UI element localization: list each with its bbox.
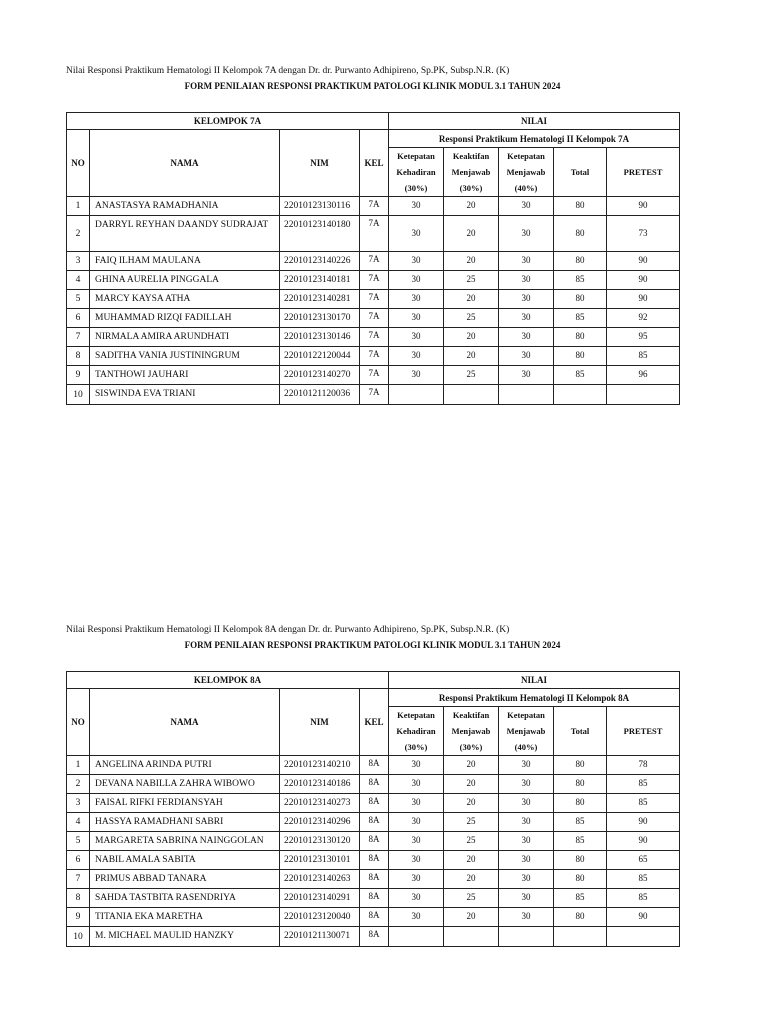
cell-total: 85 <box>554 271 607 290</box>
col-header-no: NO <box>67 689 90 756</box>
cell-no: 8 <box>67 889 90 908</box>
table-row <box>67 851 680 870</box>
cell-kel: 7A <box>360 271 389 290</box>
cell-no: 7 <box>67 328 90 347</box>
cell-kehadiran: 30 <box>389 889 444 908</box>
table-row <box>67 290 680 309</box>
cell-nim: 22010123130170 <box>280 309 360 328</box>
cell-kehadiran: 30 <box>389 794 444 813</box>
cell-kehadiran: 30 <box>389 775 444 794</box>
form-title: FORM PENILAIAN RESPONSI PRAKTIKUM PATOLOGI KLINIK MODUL 3.1 TAHUN 2024 <box>184 640 561 650</box>
cell-nama: HASSYA RAMADHANI SABRI <box>90 813 280 832</box>
cell-keaktifan: 20 <box>444 328 499 347</box>
responsi-header: Responsi Praktikum Hematologi II Kelompok 7A <box>389 130 680 148</box>
cell-keaktifan: 25 <box>444 889 499 908</box>
cell-keaktifan: 20 <box>444 908 499 927</box>
cell-kel: 7A <box>360 197 389 216</box>
cell-pretest: 90 <box>607 813 680 832</box>
cell-kehadiran: 30 <box>389 366 444 385</box>
section-kelompok-7a <box>66 64 679 405</box>
cell-nama: ANGELINA ARINDA PUTRI <box>90 756 280 775</box>
section-subtitle: Nilai Responsi Praktikum Hematologi II Kelompok 8A dengan Dr. dr. Purwanto Adhipireno, Sp.PK, Subsp.N.R. (K) <box>66 625 510 635</box>
cell-nim: 22010123140270 <box>280 366 360 385</box>
cell-kel: 8A <box>360 851 389 870</box>
cell-nim: 22010123140273 <box>280 794 360 813</box>
cell-nama: FAIQ ILHAM MAULANA <box>90 252 280 271</box>
cell-pretest: 90 <box>607 908 680 927</box>
section-subtitle: Nilai Responsi Praktikum Hematologi II Kelompok 7A dengan Dr. dr. Purwanto Adhipireno, Sp.PK, Subsp.N.R. (K) <box>66 66 510 76</box>
cell-total: 80 <box>554 908 607 927</box>
cell-keaktifan: 20 <box>444 252 499 271</box>
cell-total <box>554 927 607 947</box>
table-row <box>67 870 680 889</box>
cell-ketepatan-menjawab: 30 <box>499 794 554 813</box>
cell-kehadiran: 30 <box>389 908 444 927</box>
cell-total: 80 <box>554 252 607 271</box>
cell-total: 80 <box>554 794 607 813</box>
cell-kel: 8A <box>360 927 389 947</box>
cell-no: 2 <box>67 216 90 252</box>
cell-ketepatan-menjawab: 30 <box>499 775 554 794</box>
cell-nama: FAISAL RIFKI FERDIANSYAH <box>90 794 280 813</box>
cell-kel: 7A <box>360 385 389 405</box>
cell-ketepatan-menjawab: 30 <box>499 851 554 870</box>
table-row <box>67 889 680 908</box>
cell-kehadiran: 30 <box>389 328 444 347</box>
cell-keaktifan: 25 <box>444 813 499 832</box>
cell-nim: 22010123140291 <box>280 889 360 908</box>
table-row <box>67 309 680 328</box>
cell-no: 8 <box>67 347 90 366</box>
cell-total: 80 <box>554 197 607 216</box>
grades-table <box>66 671 680 947</box>
cell-nama: DARRYL REYHAN DAANDY SUDRAJAT <box>90 216 280 252</box>
cell-nim: 22010121130071 <box>280 927 360 947</box>
cell-ketepatan-menjawab: 30 <box>499 908 554 927</box>
cell-nama: GHINA AURELIA PINGGALA <box>90 271 280 290</box>
table-row <box>67 271 680 290</box>
cell-ketepatan-menjawab <box>499 927 554 947</box>
cell-nama: PRIMUS ABBAD TANARA <box>90 870 280 889</box>
cell-total: 80 <box>554 216 607 252</box>
cell-pretest: 65 <box>607 851 680 870</box>
group-header: KELOMPOK 7A <box>67 113 389 130</box>
cell-pretest: 85 <box>607 794 680 813</box>
cell-keaktifan: 25 <box>444 366 499 385</box>
cell-kehadiran: 30 <box>389 832 444 851</box>
table-row <box>67 927 680 947</box>
col-header-kel: KEL <box>360 689 389 756</box>
col-header-keaktifan: Keaktifan Menjawab (30%) <box>444 707 499 756</box>
cell-ketepatan-menjawab: 30 <box>499 870 554 889</box>
cell-keaktifan: 25 <box>444 832 499 851</box>
cell-keaktifan <box>444 385 499 405</box>
cell-nim: 22010123140281 <box>280 290 360 309</box>
cell-keaktifan: 20 <box>444 794 499 813</box>
cell-ketepatan-menjawab: 30 <box>499 832 554 851</box>
cell-nama: M. MICHAEL MAULID HANZKY <box>90 927 280 947</box>
col-header-nama: NAMA <box>90 689 280 756</box>
cell-ketepatan-menjawab: 30 <box>499 889 554 908</box>
cell-pretest: 95 <box>607 328 680 347</box>
cell-pretest: 85 <box>607 889 680 908</box>
cell-kel: 8A <box>360 908 389 927</box>
cell-no: 9 <box>67 908 90 927</box>
grades-body <box>67 756 680 947</box>
cell-total: 80 <box>554 328 607 347</box>
cell-kel: 8A <box>360 832 389 851</box>
cell-pretest: 85 <box>607 775 680 794</box>
cell-kel: 7A <box>360 309 389 328</box>
col-header-nama: NAMA <box>90 130 280 197</box>
cell-kel: 7A <box>360 252 389 271</box>
cell-total: 80 <box>554 290 607 309</box>
cell-total: 80 <box>554 347 607 366</box>
cell-kel: 8A <box>360 775 389 794</box>
cell-kehadiran: 30 <box>389 851 444 870</box>
cell-total <box>554 385 607 405</box>
cell-keaktifan: 20 <box>444 347 499 366</box>
cell-pretest: 78 <box>607 756 680 775</box>
grades-body <box>67 197 680 405</box>
cell-ketepatan-menjawab: 30 <box>499 290 554 309</box>
cell-pretest: 90 <box>607 252 680 271</box>
cell-kel: 8A <box>360 756 389 775</box>
table-row <box>67 216 680 252</box>
cell-kehadiran: 30 <box>389 271 444 290</box>
cell-ketepatan-menjawab: 30 <box>499 309 554 328</box>
cell-nim: 22010123140296 <box>280 813 360 832</box>
cell-kel: 8A <box>360 794 389 813</box>
cell-kehadiran <box>389 927 444 947</box>
cell-ketepatan-menjawab: 30 <box>499 216 554 252</box>
col-header-nim: NIM <box>280 130 360 197</box>
table-row <box>67 385 680 405</box>
form-title: FORM PENILAIAN RESPONSI PRAKTIKUM PATOLOGI KLINIK MODUL 3.1 TAHUN 2024 <box>184 81 561 91</box>
table-row <box>67 832 680 851</box>
col-header-ketepatan-menjawab: Ketepatan Menjawab (40%) <box>499 148 554 197</box>
table-row <box>67 813 680 832</box>
cell-pretest <box>607 927 680 947</box>
cell-pretest: 73 <box>607 216 680 252</box>
cell-total: 80 <box>554 775 607 794</box>
cell-kel: 7A <box>360 216 389 252</box>
table-row <box>67 366 680 385</box>
cell-ketepatan-menjawab: 30 <box>499 366 554 385</box>
section-kelompok-8a <box>66 623 679 947</box>
col-header-kel: KEL <box>360 130 389 197</box>
cell-no: 7 <box>67 870 90 889</box>
cell-nim: 22010123120040 <box>280 908 360 927</box>
grades-table <box>66 112 680 405</box>
cell-keaktifan: 25 <box>444 271 499 290</box>
table-row <box>67 252 680 271</box>
table-row <box>67 794 680 813</box>
cell-nama: DEVANA NABILLA ZAHRA WIBOWO <box>90 775 280 794</box>
cell-no: 6 <box>67 309 90 328</box>
cell-nim: 22010123130116 <box>280 197 360 216</box>
cell-kel: 7A <box>360 347 389 366</box>
cell-kel: 7A <box>360 328 389 347</box>
col-header-ketepatan-menjawab: Ketepatan Menjawab (40%) <box>499 707 554 756</box>
cell-total: 80 <box>554 870 607 889</box>
cell-total: 80 <box>554 851 607 870</box>
cell-no: 10 <box>67 385 90 405</box>
cell-ketepatan-menjawab: 30 <box>499 328 554 347</box>
cell-kehadiran: 30 <box>389 252 444 271</box>
cell-keaktifan: 20 <box>444 216 499 252</box>
cell-total: 85 <box>554 889 607 908</box>
cell-nim: 22010123140186 <box>280 775 360 794</box>
cell-pretest: 92 <box>607 309 680 328</box>
cell-no: 1 <box>67 756 90 775</box>
cell-nim: 22010123130101 <box>280 851 360 870</box>
cell-keaktifan: 20 <box>444 197 499 216</box>
cell-pretest <box>607 385 680 405</box>
cell-kehadiran: 30 <box>389 813 444 832</box>
col-header-no: NO <box>67 130 90 197</box>
cell-kel: 8A <box>360 813 389 832</box>
cell-nim: 22010121120036 <box>280 385 360 405</box>
cell-kehadiran: 30 <box>389 870 444 889</box>
col-header-kehadiran: Ketepatan Kehadiran (30%) <box>389 707 444 756</box>
cell-nama: TANTHOWI JAUHARI <box>90 366 280 385</box>
col-header-kehadiran: Ketepatan Kehadiran (30%) <box>389 148 444 197</box>
cell-nama: NABIL AMALA SABITA <box>90 851 280 870</box>
cell-no: 5 <box>67 832 90 851</box>
cell-kehadiran: 30 <box>389 216 444 252</box>
cell-keaktifan: 20 <box>444 870 499 889</box>
cell-pretest: 90 <box>607 271 680 290</box>
col-header-total: Total <box>554 707 607 756</box>
cell-keaktifan: 25 <box>444 309 499 328</box>
nilai-header: NILAI <box>389 113 680 130</box>
cell-kel: 7A <box>360 366 389 385</box>
cell-nim: 22010123140180 <box>280 216 360 252</box>
cell-nama: MUHAMMAD RIZQI FADILLAH <box>90 309 280 328</box>
cell-kel: 8A <box>360 870 389 889</box>
cell-total: 85 <box>554 813 607 832</box>
cell-total: 85 <box>554 832 607 851</box>
table-row <box>67 197 680 216</box>
cell-keaktifan: 20 <box>444 290 499 309</box>
cell-ketepatan-menjawab: 30 <box>499 756 554 775</box>
cell-no: 3 <box>67 794 90 813</box>
cell-nama: MARGARETA SABRINA NAINGGOLAN <box>90 832 280 851</box>
cell-ketepatan-menjawab: 30 <box>499 347 554 366</box>
table-row <box>67 328 680 347</box>
table-row <box>67 756 680 775</box>
group-header: KELOMPOK 8A <box>67 672 389 689</box>
cell-no: 5 <box>67 290 90 309</box>
cell-pretest: 85 <box>607 347 680 366</box>
cell-total: 85 <box>554 309 607 328</box>
cell-nim: 22010123140226 <box>280 252 360 271</box>
cell-kehadiran <box>389 385 444 405</box>
cell-no: 4 <box>67 271 90 290</box>
table-row <box>67 908 680 927</box>
cell-nim: 22010123140210 <box>280 756 360 775</box>
cell-nama: SISWINDA EVA TRIANI <box>90 385 280 405</box>
cell-no: 10 <box>67 927 90 947</box>
cell-kehadiran: 30 <box>389 197 444 216</box>
cell-pretest: 96 <box>607 366 680 385</box>
cell-nama: SAHDA TASTBITA RASENDRIYA <box>90 889 280 908</box>
cell-keaktifan: 20 <box>444 775 499 794</box>
col-header-nim: NIM <box>280 689 360 756</box>
cell-total: 85 <box>554 366 607 385</box>
cell-no: 3 <box>67 252 90 271</box>
cell-ketepatan-menjawab: 30 <box>499 271 554 290</box>
cell-nama: ANASTASYA RAMADHANIA <box>90 197 280 216</box>
col-header-keaktifan: Keaktifan Menjawab (30%) <box>444 148 499 197</box>
cell-nim: 22010123130146 <box>280 328 360 347</box>
cell-pretest: 90 <box>607 832 680 851</box>
table-row <box>67 347 680 366</box>
cell-kel: 7A <box>360 290 389 309</box>
cell-kehadiran: 30 <box>389 756 444 775</box>
cell-kehadiran: 30 <box>389 309 444 328</box>
cell-no: 4 <box>67 813 90 832</box>
col-header-pretest: PRETEST <box>607 707 680 756</box>
cell-no: 6 <box>67 851 90 870</box>
cell-nama: NIRMALA AMIRA ARUNDHATI <box>90 328 280 347</box>
cell-nama: MARCY KAYSA ATHA <box>90 290 280 309</box>
responsi-header: Responsi Praktikum Hematologi II Kelompok 8A <box>389 689 680 707</box>
col-header-total: Total <box>554 148 607 197</box>
cell-kel: 8A <box>360 889 389 908</box>
cell-total: 80 <box>554 756 607 775</box>
cell-kehadiran: 30 <box>389 347 444 366</box>
cell-keaktifan: 20 <box>444 851 499 870</box>
cell-nama: TITANIA EKA MARETHA <box>90 908 280 927</box>
cell-nim: 22010122120044 <box>280 347 360 366</box>
cell-ketepatan-menjawab <box>499 385 554 405</box>
cell-pretest: 90 <box>607 290 680 309</box>
cell-no: 9 <box>67 366 90 385</box>
table-row <box>67 775 680 794</box>
cell-ketepatan-menjawab: 30 <box>499 252 554 271</box>
cell-ketepatan-menjawab: 30 <box>499 197 554 216</box>
cell-keaktifan: 20 <box>444 756 499 775</box>
cell-nim: 22010123140263 <box>280 870 360 889</box>
cell-no: 1 <box>67 197 90 216</box>
cell-nama: SADITHA VANIA JUSTININGRUM <box>90 347 280 366</box>
cell-pretest: 85 <box>607 870 680 889</box>
cell-nim: 22010123130120 <box>280 832 360 851</box>
col-header-pretest: PRETEST <box>607 148 680 197</box>
cell-nim: 22010123140181 <box>280 271 360 290</box>
nilai-header: NILAI <box>389 672 680 689</box>
cell-no: 2 <box>67 775 90 794</box>
cell-keaktifan <box>444 927 499 947</box>
cell-ketepatan-menjawab: 30 <box>499 813 554 832</box>
cell-kehadiran: 30 <box>389 290 444 309</box>
cell-pretest: 90 <box>607 197 680 216</box>
